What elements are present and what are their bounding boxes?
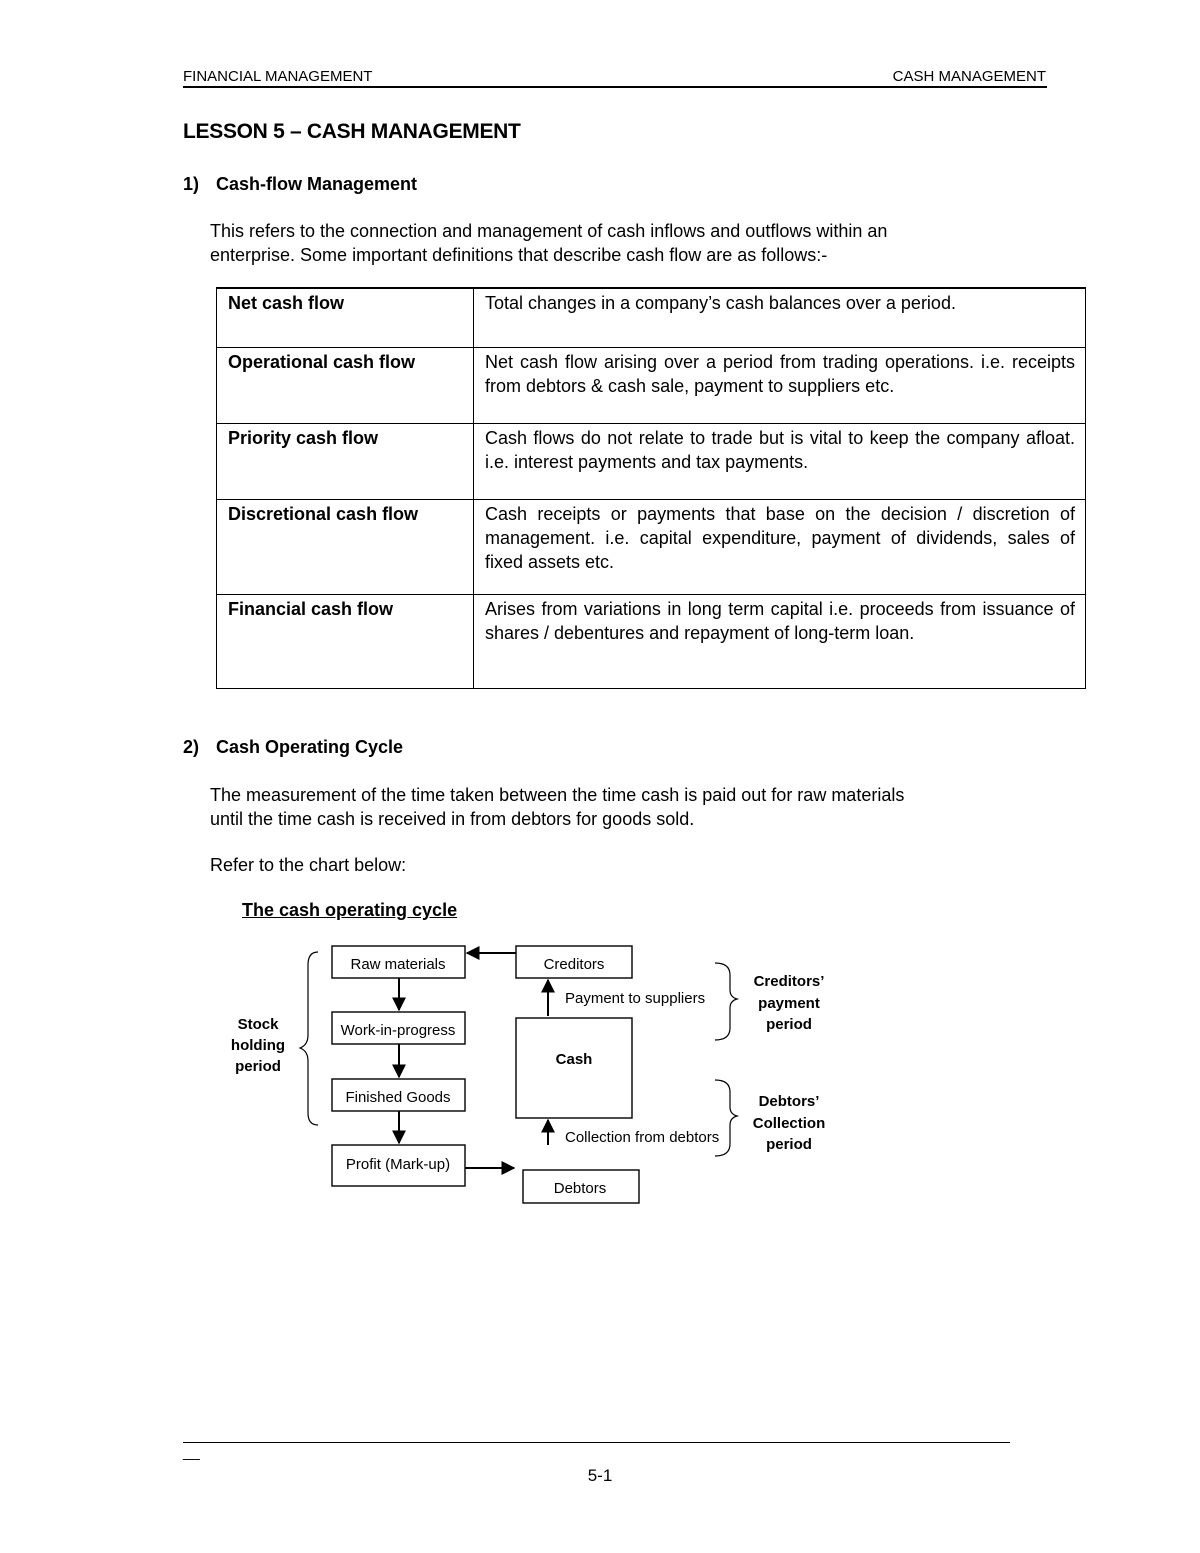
footer-dashes: __ <box>183 1444 200 1461</box>
page-number: 5-1 <box>587 1466 613 1485</box>
section1-intro-line2: enterprise. Some important definitions that describe cash flow are as follows:- <box>210 245 828 265</box>
raw-materials-label: Raw materials <box>350 956 446 973</box>
cash-operating-cycle-diagram <box>220 935 860 1215</box>
creditors-label: Creditors <box>543 956 605 973</box>
stock-brace-icon <box>300 952 318 1125</box>
stock-label-line2: holding <box>230 1037 286 1054</box>
definition-desc: Cash flows do not relate to trade but is vital to keep the company afloat. i.e. interest payments and tax payments. <box>474 423 1086 499</box>
definition-term: Financial cash flow <box>217 594 474 688</box>
definition-term: Net cash flow <box>217 288 474 347</box>
cash-label: Cash <box>555 1051 593 1068</box>
finished-goods-label: Finished Goods <box>345 1089 451 1106</box>
collection-from-debtors-label: Collection from debtors <box>565 1129 720 1146</box>
footer-rule <box>183 1442 1010 1443</box>
section2-heading: Cash Operating Cycle <box>216 737 404 757</box>
table-row <box>217 594 1086 688</box>
creditors-period-line2: payment <box>758 995 820 1012</box>
profit-label: Profit (Mark-up) <box>345 1156 451 1173</box>
header-rule <box>183 86 1047 88</box>
debtors-period-line3: period <box>766 1136 812 1153</box>
table-row <box>217 347 1086 423</box>
table-row <box>217 499 1086 594</box>
stock-label-line3: period <box>235 1058 281 1075</box>
cash-box <box>516 1018 632 1118</box>
section2-intro-line2: until the time cash is received in from debtors for goods sold. <box>210 809 695 829</box>
definitions-table <box>216 287 1086 689</box>
header-left: FINANCIAL MANAGEMENT <box>183 68 373 85</box>
debtors-period-line1: Debtors’ <box>758 1093 820 1110</box>
section1-intro-line1: This refers to the connection and management of cash inflows and outflows within an <box>210 221 888 241</box>
section2-number: 2) <box>183 737 200 757</box>
stock-label-line1: Stock <box>237 1016 279 1033</box>
definition-term: Priority cash flow <box>217 423 474 499</box>
wip-label: Work-in-progress <box>340 1022 456 1039</box>
definition-desc: Total changes in a company’s cash balances over a period. <box>474 288 1086 347</box>
creditors-period-line1: Creditors’ <box>753 973 825 990</box>
definition-desc: Cash receipts or payments that base on the decision / discretion of management. i.e. capital expenditure, payment of dividends, sales of fixed assets etc. <box>474 499 1086 594</box>
header-right: CASH MANAGEMENT <box>892 68 1046 85</box>
section2-intro-line1: The measurement of the time taken between the time cash is paid out for raw materials <box>210 785 905 805</box>
creditors-period-line3: period <box>766 1016 812 1033</box>
payment-to-suppliers-label: Payment to suppliers <box>565 990 706 1007</box>
section2-refer: Refer to the chart below: <box>210 855 407 875</box>
lesson-title: LESSON 5 – CASH MANAGEMENT <box>183 120 521 143</box>
section1-heading: Cash-flow Management <box>216 174 418 194</box>
table-row <box>217 423 1086 499</box>
table-row <box>217 288 1086 347</box>
diagram-title: The cash operating cycle <box>242 900 458 920</box>
definition-desc: Arises from variations in long term capital i.e. proceeds from issuance of shares / debentures and repayment of long-term loan. <box>474 594 1086 688</box>
definition-desc: Net cash flow arising over a period from trading operations. i.e. receipts from debtors & cash sale, payment to suppliers etc. <box>474 347 1086 423</box>
debtors-label: Debtors <box>553 1180 607 1197</box>
debtors-period-line2: Collection <box>752 1115 826 1132</box>
creditors-brace-icon <box>715 963 737 1040</box>
section1-number: 1) <box>183 174 200 194</box>
definition-term: Discretional cash flow <box>217 499 474 594</box>
definition-term: Operational cash flow <box>217 347 474 423</box>
